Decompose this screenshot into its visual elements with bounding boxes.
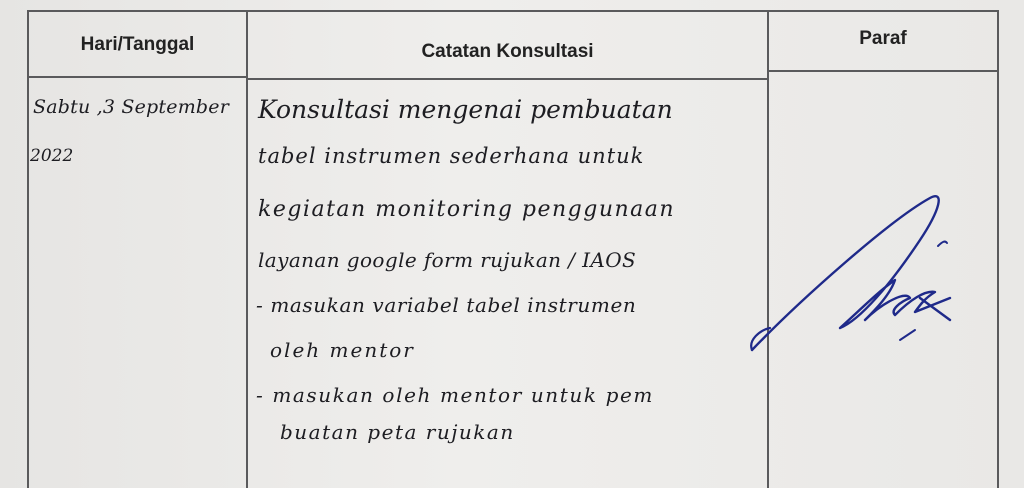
notes-line-1: Konsultasi mengenai pembuatan bbox=[258, 95, 673, 124]
header-bottom-border-mid bbox=[247, 78, 768, 80]
notes-line-8: buatan peta rujukan bbox=[280, 420, 515, 444]
table-top-border bbox=[27, 10, 999, 12]
header-catatan-konsultasi: Catatan Konsultasi bbox=[421, 41, 594, 62]
header-paraf: Paraf bbox=[859, 28, 907, 49]
column-divider-1 bbox=[246, 12, 248, 488]
date-handwritten-line-1: Sabtu ,3 September bbox=[33, 96, 229, 118]
date-handwritten-line-2: 2022 bbox=[30, 146, 74, 166]
notes-line-7: - masukan oleh mentor untuk pem bbox=[256, 383, 654, 407]
notes-line-3: kegiatan monitoring penggunaan bbox=[258, 197, 676, 222]
header-bottom-border-left bbox=[27, 76, 247, 78]
notes-line-2: tabel instrumen sederhana untuk bbox=[258, 144, 645, 168]
notes-line-4: layanan google form rujukan / IAOS bbox=[258, 248, 637, 272]
table-left-border bbox=[27, 10, 29, 488]
notes-line-6: oleh mentor bbox=[270, 338, 415, 362]
notes-line-5: - masukan variabel tabel instrumen bbox=[256, 293, 637, 317]
signature-scribble bbox=[740, 180, 960, 370]
header-bottom-border-right bbox=[768, 70, 999, 72]
table-right-border bbox=[997, 10, 999, 488]
header-hari-tanggal: Hari/Tanggal bbox=[80, 34, 195, 55]
